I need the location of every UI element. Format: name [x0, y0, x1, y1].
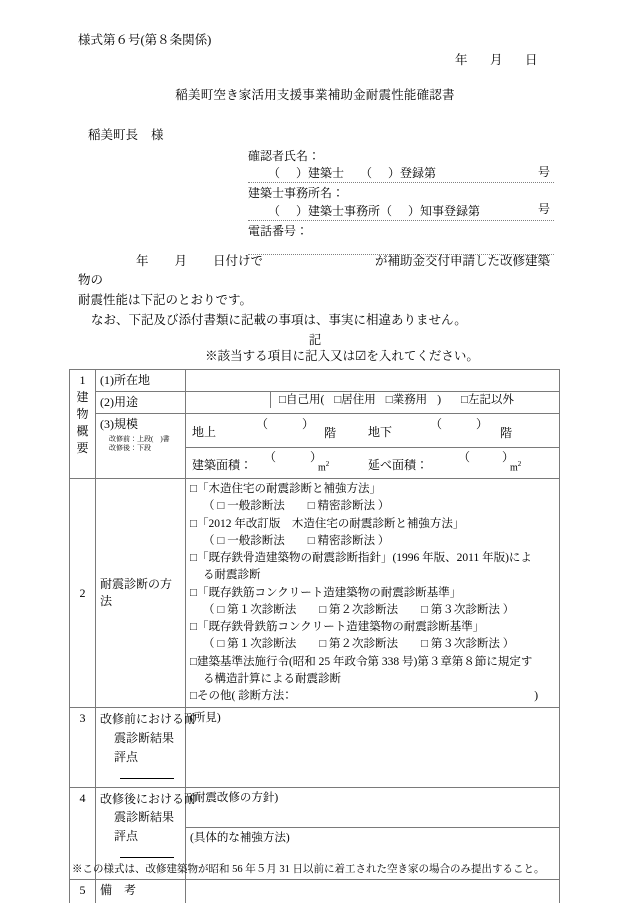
diag-option-other[interactable]: □その他( 診断方法： )	[190, 690, 539, 703]
total-area-unit: $m^2$	[510, 460, 522, 474]
section5-value[interactable]	[186, 879, 560, 903]
section1-number: 1	[79, 373, 86, 387]
location-label: (1)所在地	[96, 370, 186, 392]
office-name-label: 建築士事務所名：	[248, 186, 345, 201]
below-ground-label: 地下	[368, 425, 393, 440]
confirmer-name-label: 確認者氏名：	[248, 149, 321, 163]
section3-findings[interactable]: (所見)	[186, 708, 560, 787]
office-type-paren-open: （	[268, 203, 281, 218]
use-value-cell	[186, 392, 560, 414]
telephone-label: 電話番号：	[248, 223, 309, 238]
diagnosis-method-list	[190, 481, 555, 705]
checkbox-self-use[interactable]: □自己用(	[279, 394, 325, 407]
section3-score-row	[100, 748, 181, 785]
section2-label: 耐震診断の方法	[96, 479, 186, 708]
diag-suboption-src[interactable]: （ □ 第１次診断法 □ 第２次診断法 □ 第３次診断法 ）	[203, 638, 515, 651]
section3-label-line2: 震診断結果	[114, 730, 175, 745]
scale-note-after: 改修後：下段	[109, 444, 151, 453]
section5-number: 5	[79, 882, 86, 897]
scale-note-before: 改修前：上段( )書	[109, 435, 170, 444]
total-area-paren-open: （	[458, 450, 471, 465]
apply-date-year: 年	[136, 254, 149, 268]
below-ground-unit: 階	[500, 426, 513, 441]
section4-score-label: 評点	[114, 828, 139, 843]
addressee-honorific: 様	[151, 128, 164, 142]
section2-options-cell	[186, 479, 560, 708]
registration-paren-open: （	[360, 166, 373, 181]
body-line-3: なお、下記及び添付書類に記載の事項は、事実に相違ありません。	[91, 313, 467, 328]
section5-number-cell	[70, 879, 96, 903]
section3-number-cell	[70, 708, 96, 787]
section3-number: 3	[79, 711, 86, 726]
date-month-label: 月	[490, 53, 504, 67]
header-date-line	[455, 51, 538, 69]
table-row	[70, 879, 560, 903]
section4-policy[interactable]: (耐震改修の方針)	[186, 787, 560, 827]
office-type-paren-close: ）建築士事務所（	[296, 203, 393, 218]
building-area-paren-open: （	[264, 450, 277, 465]
above-ground-label: 地上	[192, 425, 217, 440]
body-line-1	[78, 252, 558, 291]
checkbox-business-use[interactable]: □業務用	[385, 394, 428, 407]
checkbox-other-use[interactable]: □左記以外	[461, 394, 514, 407]
governor-registration-close: ）知事登録第	[408, 203, 481, 218]
diag-suboption-rc[interactable]: （ □ 第１次診断法 □ 第２次診断法 □ 第３次診断法 ）	[203, 603, 515, 616]
section3-label-cell	[96, 708, 197, 787]
above-ground-paren-open: （	[256, 417, 269, 432]
diag-option-steel-cont: る耐震診断	[203, 569, 261, 582]
architect-type-paren-close: ）建築士	[296, 166, 345, 181]
diag-suboption-wooden[interactable]: （ □ 一般診断法 □ 精密診断法 ）	[203, 500, 390, 513]
diag-option-building-standards-law-cont: る構造計算による耐震診断	[203, 672, 341, 685]
diag-option-wooden[interactable]: □「木造住宅の耐震診断と補強方法」	[190, 483, 381, 496]
apply-date-month: 月	[174, 254, 188, 268]
location-value[interactable]	[186, 370, 560, 392]
section1-category-label: 建物概要	[76, 390, 89, 456]
below-ground-paren-close: ）	[476, 417, 489, 432]
diag-option-building-standards-law[interactable]: □建築基準法施行令(昭和 25 年政令第 338 号)第３章第８節に規定す	[190, 655, 533, 668]
below-ground-paren-open: （	[430, 417, 443, 432]
diag-option-rc[interactable]: □「既存鉄筋コンクリート造建築物の耐震診断基準」	[190, 586, 462, 599]
office-registration-suffix: 号	[537, 202, 550, 217]
date-year-label: 年	[455, 53, 469, 67]
section3-score-label: 評点	[114, 749, 139, 764]
section4-number: 4	[79, 790, 86, 805]
body-paragraph	[78, 252, 558, 331]
section4-method[interactable]: (具体的な補強方法)	[186, 827, 560, 879]
above-ground-paren-close: ）	[302, 417, 315, 432]
building-area-paren-close: ）	[310, 450, 323, 465]
confirmer-block	[248, 148, 554, 257]
use-paren-close: )	[437, 394, 442, 407]
section1-category-cell	[70, 370, 96, 479]
document-title: 稲美町空き家活用支援事業補助金耐震性能確認書	[175, 88, 455, 102]
total-area-paren-close: ）	[502, 450, 515, 465]
diag-option-wooden-2012[interactable]: □「2012 年改訂版 木造住宅の耐震診断と補強方法」	[190, 517, 465, 530]
diag-suboption-wooden-2012[interactable]: （ □ 一般診断法 □ 精密診断法 ）	[203, 534, 390, 547]
registration-number-suffix: 号	[537, 165, 550, 179]
office-name-field[interactable]	[248, 203, 554, 221]
apply-date-dated: 日付けで	[213, 254, 264, 268]
section4-score-blank[interactable]	[120, 846, 174, 858]
main-form-table	[69, 369, 560, 903]
section2-number-cell	[70, 479, 96, 708]
table-row	[70, 479, 560, 708]
total-area-label: 延べ面積：	[368, 458, 429, 473]
date-day-label: 日	[525, 53, 539, 67]
section3-score-blank[interactable]	[120, 767, 174, 779]
scale-label-cell	[96, 414, 186, 479]
addressee	[88, 126, 164, 144]
checkbox-residential-use[interactable]: □居住用	[334, 394, 376, 407]
table-row	[70, 392, 560, 414]
table-row	[70, 414, 560, 448]
section5-label-cell	[96, 879, 186, 903]
areas-cell	[186, 448, 560, 479]
section5-label: 備 考	[100, 882, 137, 897]
section4-label-line2: 震診断結果	[114, 810, 175, 825]
section2-number: 2	[79, 585, 86, 600]
body-line-1-tail: が補助金交付申請した改修建築物の	[78, 254, 551, 288]
table-row	[70, 787, 560, 827]
use-blank-area[interactable]	[186, 392, 271, 408]
check-instruction-note: ※該当する項目に記入又は☑を入れてください。	[205, 349, 479, 363]
body-line-2: 耐震性能は下記のとおりです。	[78, 292, 253, 307]
table-row	[70, 370, 560, 392]
ki-marker: 記	[308, 333, 322, 347]
section4-label-line1: 改修後における耐	[100, 791, 197, 806]
use-label: (2)用途	[96, 392, 186, 414]
floors-cell	[186, 414, 560, 448]
use-options[interactable]	[271, 392, 559, 408]
section4-score-row	[100, 827, 181, 864]
building-area-unit: $m^2$	[318, 460, 330, 474]
addressee-name: 稲美町長	[88, 128, 139, 142]
building-area-label: 建築面積：	[192, 458, 253, 473]
form-number: 様式第６号(第８条関係)	[78, 33, 212, 47]
footnote: ※この様式は、改修建築物が昭和 56 年５月 31 日以前に着工された空き家の場合のみ提出すること。	[72, 864, 545, 875]
diag-option-steel[interactable]: □「既存鉄骨造建築物の耐震診断指針」(1996 年版、2011 年版)によ	[190, 552, 532, 565]
table-row	[70, 708, 560, 787]
above-ground-unit: 階	[324, 426, 337, 441]
scale-label: (3)規模	[100, 417, 138, 432]
section3-label-line1: 改修前における耐	[100, 712, 197, 727]
architect-type-paren-open: （	[268, 166, 281, 181]
diag-option-src[interactable]: □「既存鉄骨鉄筋コンクリート造建築物の耐震診断基準」	[190, 621, 485, 634]
registration-paren-close: ）登録第	[388, 166, 437, 181]
confirmer-name-field[interactable]	[248, 165, 554, 183]
